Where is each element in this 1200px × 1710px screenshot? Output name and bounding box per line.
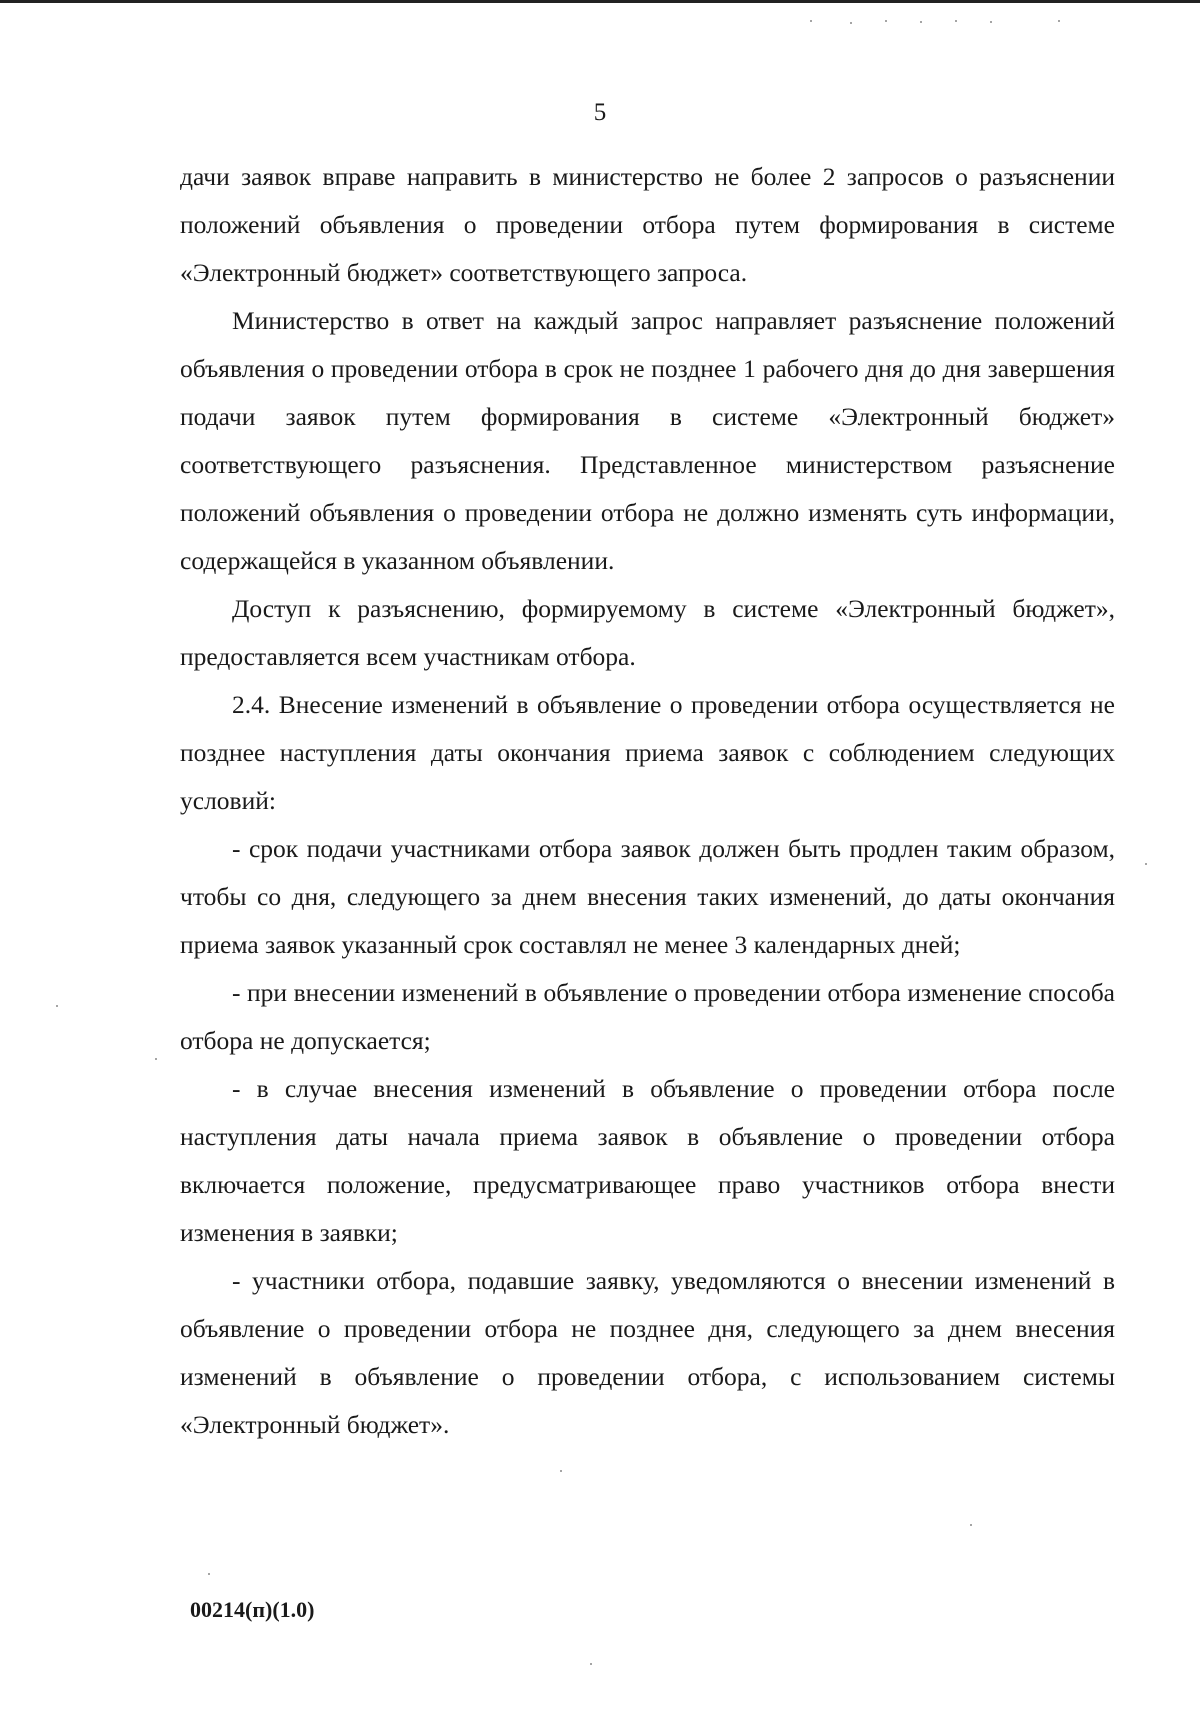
paragraph-section-2-4: 2.4. Внесение изменений в объявление о проведении отбора осуществляется не позднее наступления даты окончания приема заявок с соблюдением следующих условий: (180, 690, 1115, 815)
scan-speck (56, 1005, 58, 1007)
scan-speck (970, 1524, 972, 1526)
scan-speck (810, 20, 812, 22)
scan-speck (155, 1058, 157, 1060)
scan-speck (850, 22, 852, 24)
paragraph-continuation: дачи заявок вправе направить в министерство не более 2 запросов о разъяснении положений объявления о проведении отбора путем формирования в системе «Электронный бюджет» соответствующего запроса. (180, 162, 1115, 287)
scan-speck (590, 1663, 592, 1665)
paragraph-access: Доступ к разъяснению, формируемому в системе «Электронный бюджет», предоставляется всем участникам отбора. (180, 594, 1115, 671)
scan-speck (955, 20, 957, 22)
document-code: 00214(п)(1.0) (190, 1597, 315, 1622)
scan-speck (990, 21, 992, 23)
scan-speck (1058, 20, 1060, 22)
scan-top-edge (0, 0, 1200, 3)
list-item-application-changes: - в случае внесения изменений в объявление о проведении отбора после наступления даты начала приема заявок в объявление о проведении отбора включается положение, предусматривающее право участников отбора внести изменения в заявки; (180, 1074, 1115, 1247)
scan-speck (560, 1470, 562, 1472)
list-item-method-change: - при внесении изменений в объявление о проведении отбора изменение способа отбора не допускается; (180, 978, 1115, 1055)
scan-speck (208, 1573, 210, 1575)
list-item-deadline-extension: - срок подачи участниками отбора заявок должен быть продлен таким образом, чтобы со дня, следующего за днем внесения таких изменений, до даты окончания приема заявок указанный срок составлял не менее 3 календарных дней; (180, 834, 1115, 959)
scan-speck (920, 21, 922, 23)
document-body (180, 153, 1115, 1449)
paragraph-ministry-response: Министерство в ответ на каждый запрос направляет разъяснение положений объявления о проведении отбора в срок не позднее 1 рабочего дня до дня завершения подачи заявок путем формирования в системе «Электронный бюджет» соответствующего разъяснения. Представленное министерством разъяснение положений объявления о проведении отбора не должно изменять суть информации, содержащейся в указанном объявлении. (180, 306, 1115, 575)
list-item-notification: - участники отбора, подавшие заявку, уведомляются о внесении изменений в объявление о проведении отбора не позднее дня, следующего за днем внесения изменений в объявление о проведении отбора, с использованием системы «Электронный бюджет». (180, 1266, 1115, 1439)
page-number: 5 (593, 99, 607, 126)
scan-speck (885, 20, 887, 22)
scan-speck (1145, 863, 1147, 865)
